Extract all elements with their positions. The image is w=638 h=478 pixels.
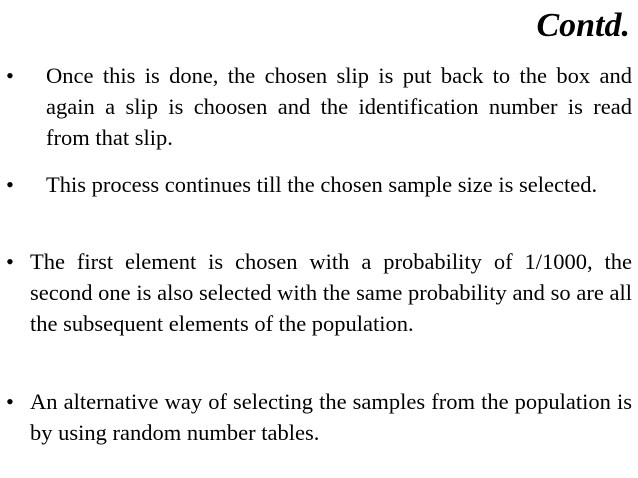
slide-title: Contd. — [536, 7, 630, 44]
bullet-item — [0, 386, 632, 448]
bullet-text: This process continues till the chosen sample size is selected. — [46, 172, 598, 197]
bullet-item — [0, 60, 632, 153]
bullet-item — [0, 246, 632, 339]
bullet-item — [0, 169, 632, 200]
bullet-marker: • — [6, 172, 14, 197]
bullet-marker: • — [6, 63, 14, 88]
bullet-text: An alternative way of selecting the samples from the population is by using random number tables. — [30, 389, 632, 445]
bullet-text: The first element is chosen with a probability of 1/1000, the second one is also selected with the same probability and so are all the subsequent elements of the population. — [30, 249, 632, 336]
bullet-marker: • — [6, 389, 14, 414]
bullet-marker: • — [6, 249, 14, 274]
bullet-text: Once this is done, the chosen slip is put back to the box and again a slip is choosen and the identification number is read from that slip. — [46, 63, 632, 150]
